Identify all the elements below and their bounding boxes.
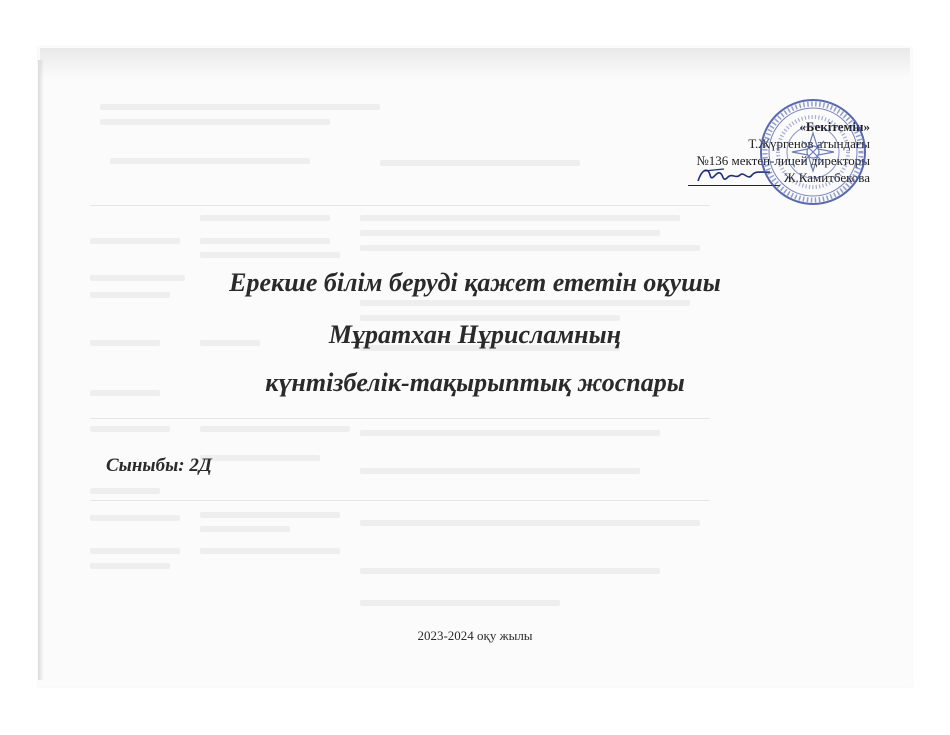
class-label: Сыныбы: 2Д <box>106 455 212 476</box>
document-title-line-3: күнтізбелік-тақырыптық жоспары <box>265 368 685 397</box>
approval-title: «Бекітемін» <box>799 119 870 134</box>
school-seal-stamp <box>758 97 868 207</box>
approval-school: Т.Жүргенов атындағы <box>748 136 870 151</box>
approval-position: №136 мектеп-лицей директоры <box>696 153 870 168</box>
document-title-line-1: Ерекше білім беруді қажет ететін оқушы <box>229 268 721 297</box>
academic-year: 2023-2024 оқу жылы <box>417 628 533 643</box>
document-title-line-2: Мұратхан Нұрисламның <box>328 320 622 349</box>
scan-shadow <box>40 48 910 78</box>
signature-name: Ж.Камитбекова <box>783 170 870 185</box>
